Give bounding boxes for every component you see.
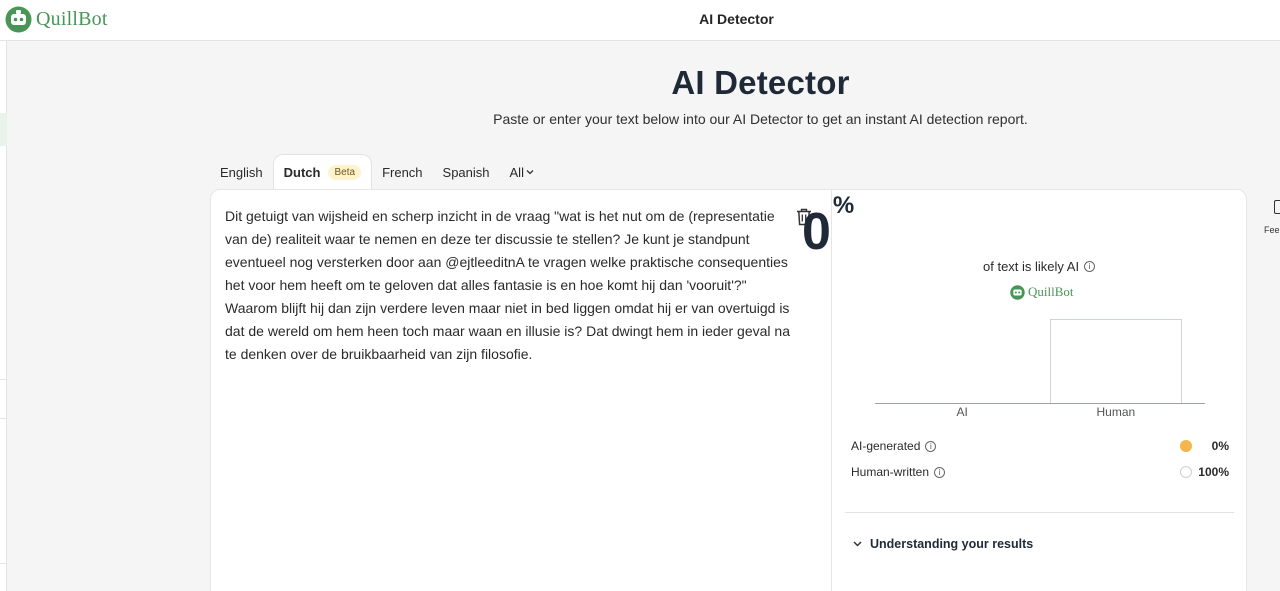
feedback-label[interactable]: Fee <box>1264 225 1280 235</box>
sidebar-divider <box>0 563 7 564</box>
quillbot-brand-small <box>1010 284 1074 300</box>
beta-badge: Beta <box>328 165 361 180</box>
info-icon[interactable]: i <box>925 441 936 452</box>
quillbot-logo-icon <box>1010 285 1025 300</box>
page-header-title: AI Detector <box>699 11 774 27</box>
text-input-area[interactable]: Dit getuigt van wijsheid en scherp inzicht in de vraag "wat is het nut om de (representatie van de) realiteit waar te nemen en deze ter discussie te stellen? Je kunt je standpunt eventueel nog versterken door aan @ejtleeditnA te vragen welke praktische consequenties het voor hem heeft om te geloven dat alles fantasie is en hoe komt hij dan 'vooruit'?" Waarom blijft hij dan zijn verdere leven maar niet in bed liggen omdat hij er van overtuigd is dat de wereld om hem heen toch maar waan en illusie is? Dat dwingt hem in ieder geval na te denken over de bruikbaarheid van zijn filosofie. <box>225 208 790 362</box>
legend-label: AI-generated <box>851 439 921 453</box>
section-divider <box>845 512 1234 513</box>
sidebar-divider <box>0 418 7 419</box>
top-header <box>0 0 1280 41</box>
tab-spanish[interactable] <box>433 154 500 190</box>
understanding-label: Understanding your results <box>870 537 1034 551</box>
language-tabs <box>210 154 544 190</box>
score-unit: % <box>832 191 855 219</box>
score-value: 0 <box>802 203 831 261</box>
legend-ai-generated <box>851 437 1231 455</box>
tab-label: English <box>220 164 263 180</box>
legend-dot-ai <box>1180 440 1192 452</box>
logo-text: QuillBot <box>36 8 108 30</box>
tab-dutch[interactable] <box>273 154 372 190</box>
score-label-text: of text is likely AI <box>983 259 1080 274</box>
sidebar-divider <box>0 379 7 380</box>
tab-label: Spanish <box>442 164 490 180</box>
score-label <box>983 259 1095 274</box>
chevron-down-icon <box>853 541 862 547</box>
brand-text: QuillBot <box>1028 284 1074 299</box>
legend-dot-human <box>1180 466 1192 478</box>
legend-human-written <box>851 463 1231 481</box>
tab-label: Dutch <box>283 165 321 180</box>
page-title: AI Detector <box>671 64 850 101</box>
feedback-icon[interactable] <box>1274 200 1280 214</box>
legend-percent-ai: 0% <box>1211 439 1229 453</box>
understanding-results-toggle[interactable] <box>853 537 1033 551</box>
chart-tick-label: AI <box>956 405 968 419</box>
tab-label: French <box>382 164 423 180</box>
chevron-down-icon <box>526 169 534 175</box>
tab-french[interactable] <box>372 154 432 190</box>
tab-english[interactable] <box>210 154 273 190</box>
chart-bar-human <box>1050 319 1182 403</box>
chart-axis <box>875 403 1205 404</box>
tab-label: All <box>509 164 524 180</box>
tab-all-dropdown[interactable] <box>500 154 544 190</box>
chart-tick-label: Human <box>1096 405 1136 419</box>
result-bar-chart <box>875 318 1205 418</box>
legend-percent-human: 100% <box>1198 465 1229 479</box>
page-subtitle: Paste or enter your text below into our AI Detector to get an instant AI detection report. <box>493 111 1028 127</box>
legend-label: Human-written <box>851 465 930 479</box>
info-icon[interactable]: i <box>934 467 945 478</box>
ai-score <box>802 191 855 262</box>
info-icon[interactable]: i <box>1084 261 1095 272</box>
